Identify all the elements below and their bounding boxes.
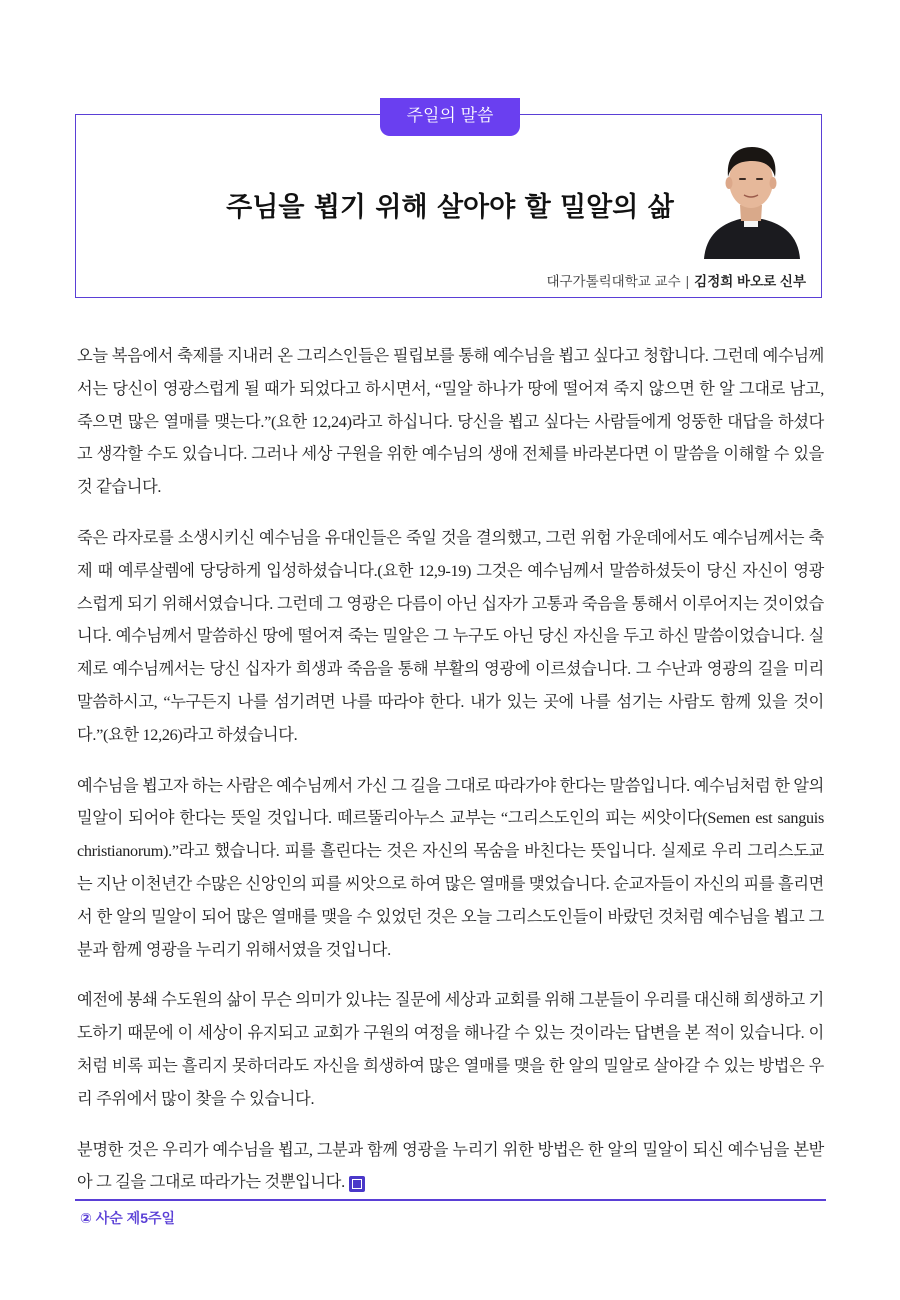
byline [546,270,806,290]
paragraph-5-wrap [77,1134,824,1200]
footer-divider [75,1199,826,1201]
section-tab-label: 주일의 말씀 [380,98,520,136]
byline-separator: | [685,274,690,289]
end-mark-icon [349,1176,365,1192]
author-photo [700,133,802,259]
paragraph-4: 예전에 봉쇄 수도원의 삶이 무슨 의미가 있냐는 질문에 세상과 교회를 위해 그분들이 우리를 대신해 희생하고 기도하기 때문에 이 세상이 유지되고 교회가 구원의 여정을 해나갈 수 있는 것이라는 답변을 본 적이 있습니다. 이처럼 비록 피는 흘리지 못하더라도 자신을 희생하여 많은 열매를 맺을 한 알의 밀알로 살아갈 수 있는 방법은 우리 주위에서 많이 찾을 수 있습니다. [77,991,824,1108]
author-portrait-icon [700,133,802,259]
author-name: 김정희 바오로 신부 [694,274,806,289]
section-tab [366,98,534,138]
author-affiliation: 대구가톨릭대학교 교수 [546,274,681,289]
article-body [77,340,824,1217]
paragraph-5: 분명한 것은 우리가 예수님을 뵙고, 그분과 함께 영광을 누리기 위한 방법은 한 알의 밀알이 되신 예수님을 본받아 그 길을 그대로 따라가는 것뿐입니다. [77,1140,824,1192]
paragraph-3: 예수님을 뵙고자 하는 사람은 예수님께서 가신 그 길을 그대로 따라가야 한다는 말씀입니다. 예수님처럼 한 알의 밀알이 되어야 한다는 뜻일 것입니다. 떼르뚤리아누스 교부는 “그리스도인의 피는 씨앗이다(Semen est sanguis christianorum).”라고 했습니다. 피를 흘린다는 것은 자신의 목숨을 바친다는 뜻입니다. 실제로 우리 그리스도교는 지난 이천년간 수많은 신앙인의 피를 씨앗으로 하여 많은 열매를 맺었습니다. 순교자들이 자신의 피를 흘리면서 한 알의 밀알이 되어 많은 열매를 맺을 수 있었던 것은 오늘 그리스도인들이 바랐던 것처럼 예수님을 뵙고 그분과 함께 영광을 누리기 위해서였을 것입니다. [77,776,824,959]
paragraph-1: 오늘 복음에서 축제를 지내러 온 그리스인들은 필립보를 통해 예수님을 뵙고 싶다고 청합니다. 그런데 예수님께서는 당신이 영광스럽게 될 때가 되었다고 하시면서, “밀알 하나가 땅에 떨어져 죽지 않으면 한 알 그대로 남고, 죽으면 많은 열매를 맺는다.”(요한 12,24)라고 하십니다. 당신을 뵙고 싶다는 사람들에게 엉뚱한 대답을 하셨다고 생각할 수도 있습니다. 그러나 세상 구원을 위한 예수님의 생애 전체를 바라본다면 이 말씀을 이해할 수 있을 것 같습니다. [77,347,824,497]
page-title: 주님을 뵙기 위해 살아야 할 밀알의 삶 [226,192,674,223]
page-footer-label: ② 사순 제5주일 [80,1210,176,1226]
paragraph-2: 죽은 라자로를 소생시키신 예수님을 유대인들은 죽일 것을 결의했고, 그런 위험 가운데에서도 예수님께서는 축제 때 예루살렘에 당당하게 입성하셨습니다.(요한 12,9-19) 그것은 예수님께서 말씀하셨듯이 당신 자신이 영광스럽게 되기 위해서였습니다. 그런데 그 영광은 다름이 아닌 십자가 고통과 죽음을 통해서 이루어지는 것이었습니다. 예수님께서 말씀하신 땅에 떨어져 죽는 밀알은 그 누구도 아닌 당신 자신을 두고 하신 말씀이었습니다. 실제로 예수님께서는 당신 십자가 희생과 죽음을 통해 부활의 영광에 이르셨습니다. 그 수난과 영광의 길을 미리 말씀하시고, “누구든지 나를 섬기려면 나를 따라야 한다. 내가 있는 곳에 나를 섬기는 사람도 함께 있을 것이다.”(요한 12,26)라고 하셨습니다. [77,528,824,744]
